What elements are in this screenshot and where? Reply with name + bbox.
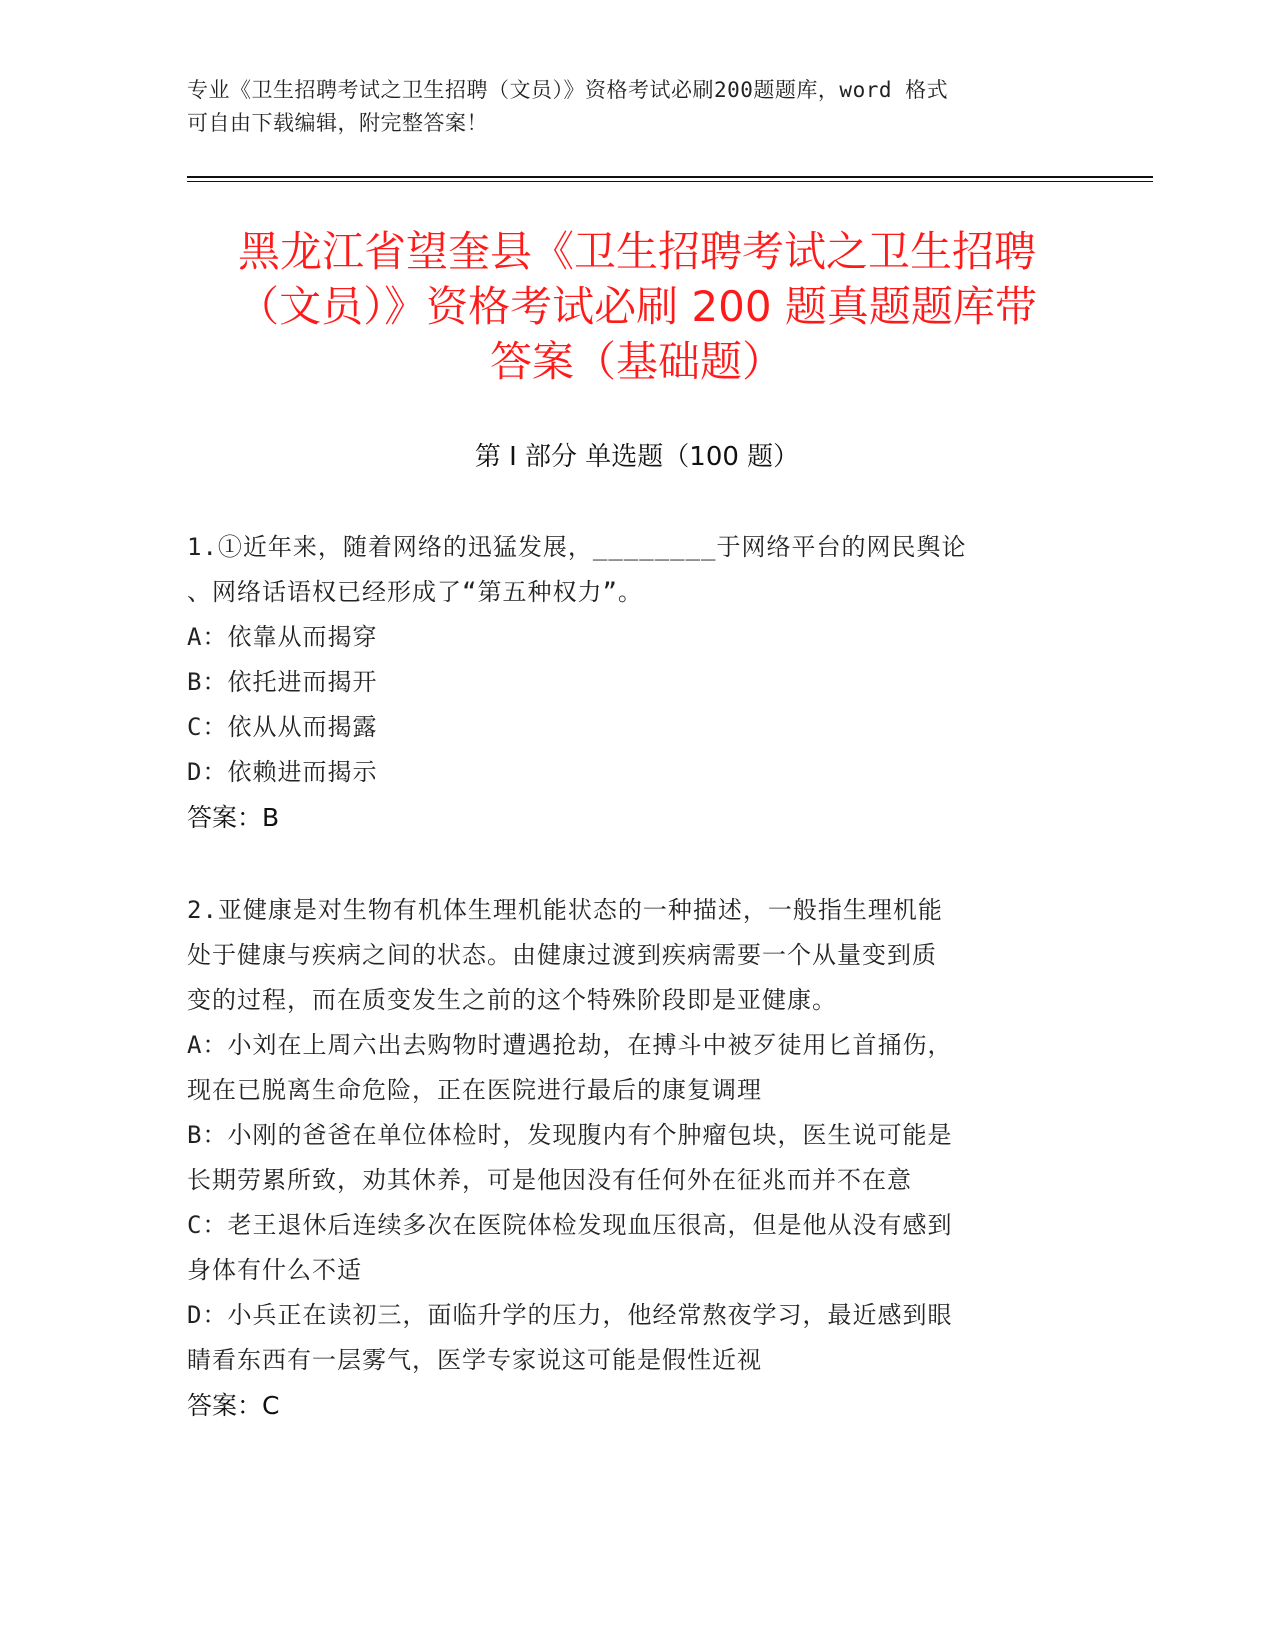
question-stem-line: 变的过程，而在质变发生之前的这个特殊阶段即是亚健康。 (187, 986, 837, 1014)
option-d-continued: 睛看东西有一层雾气，医学专家说这可能是假性近视 (187, 1346, 762, 1374)
question-2 (187, 888, 1067, 1428)
header-divider-thin (187, 181, 1153, 182)
question-stem-line: 2.亚健康是对生物有机体生理机能状态的一种描述，一般指生理机能 (187, 896, 943, 924)
option-b: B：小刚的爸爸在单位体检时，发现腹内有个肿瘤包块，医生说可能是 (187, 1121, 953, 1149)
document-title-line-2: （文员）》资格考试必刷 200 题真题题库带 (237, 282, 1037, 331)
answer: 答案：B (187, 803, 280, 832)
header-note-line-1: 专业《卫生招聘考试之卫生招聘（文员）》资格考试必刷200题题库，word 格式 (187, 78, 949, 102)
option-b-continued: 长期劳累所致，劝其休养，可是他因没有任何外在征兆而并不在意 (187, 1166, 912, 1194)
option-c: C：老王退休后连续多次在医院体检发现血压很高，但是他从没有感到 (187, 1211, 953, 1239)
option-d: D：小兵正在读初三，面临升学的压力，他经常熬夜学习，最近感到眼 (187, 1301, 953, 1329)
document-title-line-1: 黑龙江省望奎县《卫生招聘考试之卫生招聘 (237, 227, 1036, 276)
option-c: C：依从从而揭露 (187, 713, 378, 741)
option-b: B：依托进而揭开 (187, 668, 378, 696)
question-1 (187, 525, 1067, 840)
answer: 答案：C (187, 1391, 280, 1420)
option-a: A：小刘在上周六出去购物时遭遇抢劫，在搏斗中被歹徒用匕首捅伤， (187, 1031, 953, 1059)
document-title (187, 224, 1087, 389)
option-d: D：依赖进而揭示 (187, 758, 378, 786)
option-a: A：依靠从而揭穿 (187, 623, 378, 651)
option-c-continued: 身体有什么不适 (187, 1256, 362, 1284)
question-stem-line: 处于健康与疾病之间的状态。由健康过渡到疾病需要一个从量变到质 (187, 941, 937, 969)
header-note-line-2: 可自由下载编辑，附完整答案！ (187, 111, 488, 135)
header-divider-thick (187, 176, 1153, 178)
question-stem-line: 、网络话语权已经形成了“第五种权力”。 (187, 578, 643, 606)
document-title-line-3: 答案（基础题） (489, 337, 784, 386)
option-a-continued: 现在已脱离生命危险，正在医院进行最后的康复调理 (187, 1076, 762, 1104)
question-stem-line: 1.①近年来，随着网络的迅猛发展，________于网络平台的网民舆论 (187, 533, 967, 561)
section-heading: 第 I 部分 单选题（100 题） (474, 442, 800, 472)
header-note (187, 74, 1067, 140)
